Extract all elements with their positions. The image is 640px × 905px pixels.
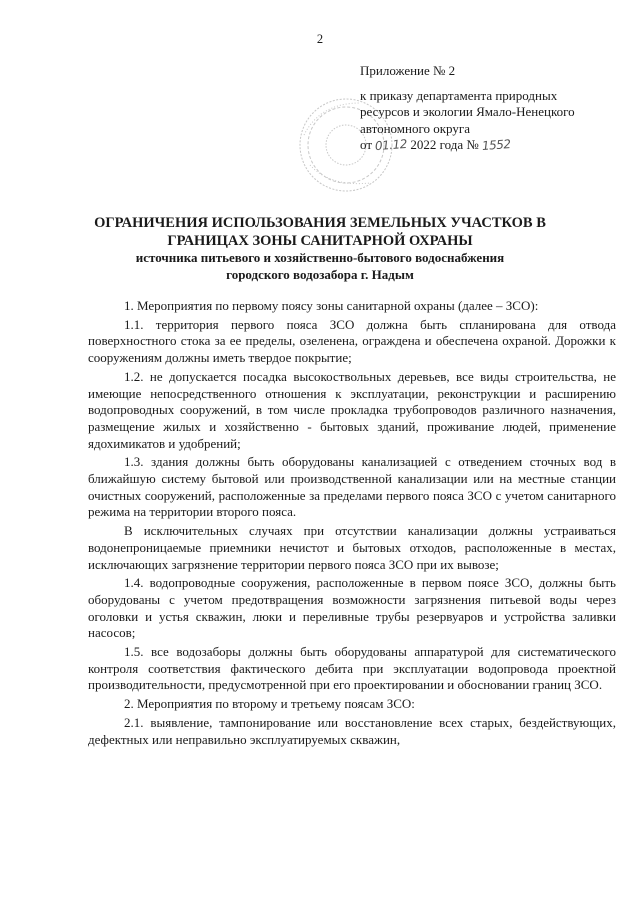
title-line-2: ГРАНИЦАХ ЗОНЫ САНИТАРНОЙ ОХРАНЫ — [167, 232, 473, 249]
paragraph: 2.1. выявление, тампонирование или восстановление всех старых, бездействующих, дефектных или неправильно эксплуатируемых скважин, — [88, 714, 616, 747]
paragraph: 1.5. все водозаборы должны быть оборудованы аппаратурой для систематического контроля соответствия фактического дебита при эксплуатации водопровода проектной производительности, предусмотренной при его проектировании и обосновании границ ЗСО. — [88, 644, 616, 693]
appendix-line-3: автономного округа — [360, 120, 470, 136]
paragraph: 2. Мероприятия по второму и третьему поясам ЗСО: — [124, 696, 415, 712]
appendix-line-2: ресурсов и экологии Ямало-Ненецкого — [360, 104, 575, 119]
paragraph: 1.3. здания должны быть оборудованы канализацией с отведением сточных вод в ближайшую систему бытовой или производственной канализации или на местные станции очистных сооружений, расположенные за пределами первого пояса ЗСО с учетом санитарного режима на территории второго пояса. — [88, 454, 616, 520]
paragraph: 1.4. водопроводные сооружения, расположенные в первом поясе ЗСО, должны быть оборудованы с учетом предотвращения возможности загрязнения питьевой воды через оголовки и устья скважин, люки и переливные трубы резервуаров и устройства заливки насосов; — [88, 575, 616, 641]
handwritten-date: 01.12 — [374, 136, 408, 154]
appendix-title: Приложение № 2 — [360, 63, 456, 78]
document-heading — [40, 215, 600, 283]
year-text: 2022 года № — [410, 137, 479, 152]
title-line-1: ОГРАНИЧЕНИЯ ИСПОЛЬЗОВАНИЯ ЗЕМЕЛЬНЫХ УЧАСТКОВ В — [94, 215, 546, 231]
paragraph: 1.2. не допускается посадка высокоствольных деревьев, все виды строительства, не имеющие непосредственного отношения к эксплуатации, реконструкции и расширению водопроводных сооружений, в том числе прокладка трубопроводов различного назначения, размещение жилых и хозяйственно - бытовых зданий, проживание людей, применение ядохимикатов и удобрений; — [88, 368, 616, 451]
document-body — [88, 298, 616, 748]
subtitle-line-1: источника питьевого и хозяйственно-бытового водоснабжения — [135, 250, 505, 265]
subtitle-line-2: городского водозабора г. Надым — [226, 266, 414, 282]
appendix-block — [360, 63, 610, 154]
order-date-line — [360, 137, 610, 154]
handwritten-number: 1552 — [481, 137, 512, 153]
appendix-line-1: к приказу департамента природных — [360, 87, 558, 103]
paragraph: В исключительных случаях при отсутствии канализации должны устраиваться водонепроницаемые приемники нечистот и бытовых отходов, расположенные в местах, исключающих загрязнение территории первого пояса ЗСО при их вывозе; — [88, 523, 616, 572]
paragraph: 1. Мероприятия по первому поясу зоны санитарной охраны (далее – ЗСО): — [124, 298, 539, 313]
page-number: 2 — [316, 32, 324, 46]
date-prefix: от — [360, 137, 373, 152]
paragraph: 1.1. территория первого пояса ЗСО должна быть спланирована для отвода поверхностного стока за ее пределы, озеленена, ограждена и обеспечена охраной. Дорожки к сооружениям должны иметь твердое покрытие; — [88, 316, 616, 366]
